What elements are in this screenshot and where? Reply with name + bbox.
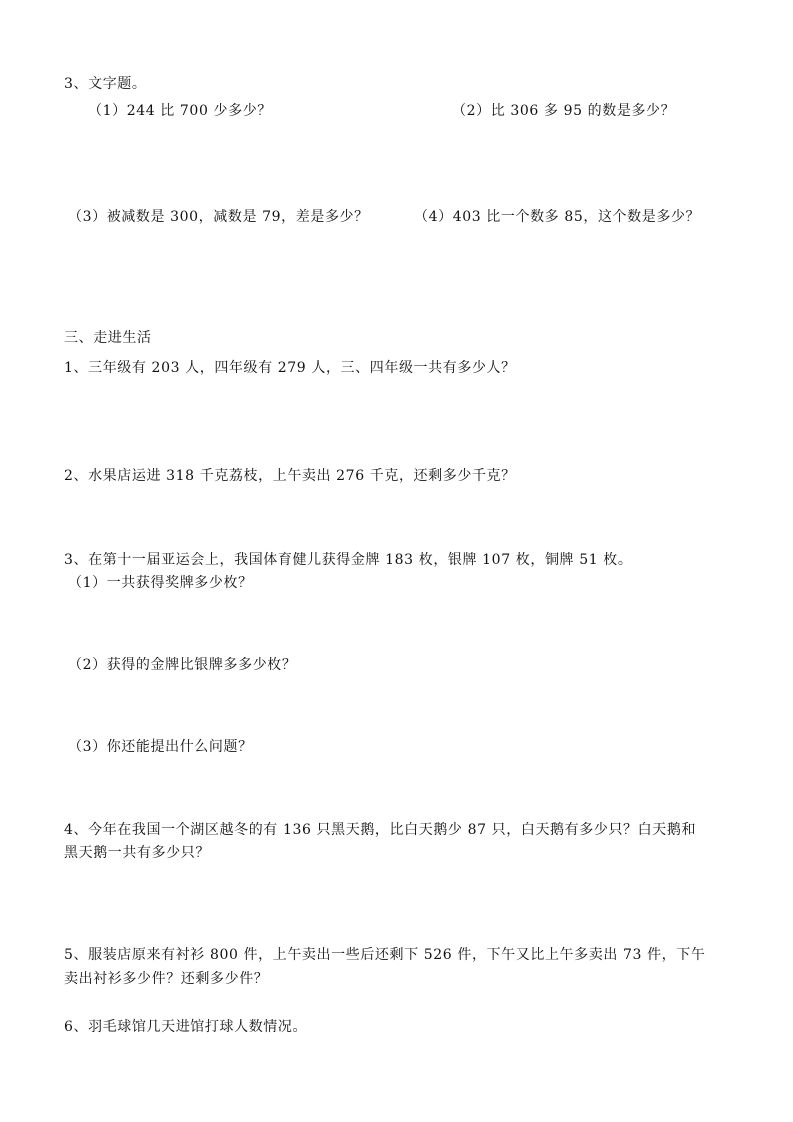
life-problem-5-line2: 卖出衬衫多少件？还剩多少件？ bbox=[64, 971, 269, 987]
life-problem-4-line2: 黑天鹅一共有多少只？ bbox=[64, 845, 210, 861]
part-heading-life: 三、走进生活 bbox=[64, 330, 152, 346]
life-problem-3-sub3: （3）你还能提出什么问题？ bbox=[68, 739, 253, 755]
word-problem-4: （4）403 比一个数多 85，这个数是多少？ bbox=[414, 209, 701, 225]
life-problem-5-line1: 5、服装店原来有衬衫 800 件，上午卖出一些后还剩下 526 件，下午又比上午多卖出 73 件，下午 bbox=[64, 947, 706, 963]
life-problem-4-line1: 4、今年在我国一个湖区越冬的有 136 只黑天鹅，比白天鹅少 87 只，白天鹅有多少只？白天鹅和 bbox=[64, 822, 697, 838]
word-problem-1: （1）244 比 700 少多少？ bbox=[88, 103, 272, 119]
life-problem-6: 6、羽毛球馆几天进馆打球人数情况。 bbox=[64, 1019, 308, 1035]
life-problem-1: 1、三年级有 203 人，四年级有 279 人，三、四年级一共有多少人？ bbox=[64, 360, 516, 376]
life-problem-3-sub1: （1）一共获得奖牌多少枚？ bbox=[68, 575, 253, 591]
word-problem-2: （2）比 306 多 95 的数是多少？ bbox=[452, 103, 676, 119]
section-heading-word-problems: 3、文字题。 bbox=[64, 76, 147, 92]
word-problem-3: （3）被减数是 300，减数是 79，差是多少？ bbox=[68, 209, 369, 225]
life-problem-3-sub2: （2）获得的金牌比银牌多多少枚？ bbox=[68, 657, 297, 673]
life-problem-3-stem: 3、在第十一届亚运会上，我国体育健儿获得金牌 183 枚，银牌 107 枚，铜牌 51 枚。 bbox=[64, 552, 633, 568]
life-problem-2: 2、水果店运进 318 千克荔枝，上午卖出 276 千克，还剩多少千克？ bbox=[64, 468, 516, 484]
